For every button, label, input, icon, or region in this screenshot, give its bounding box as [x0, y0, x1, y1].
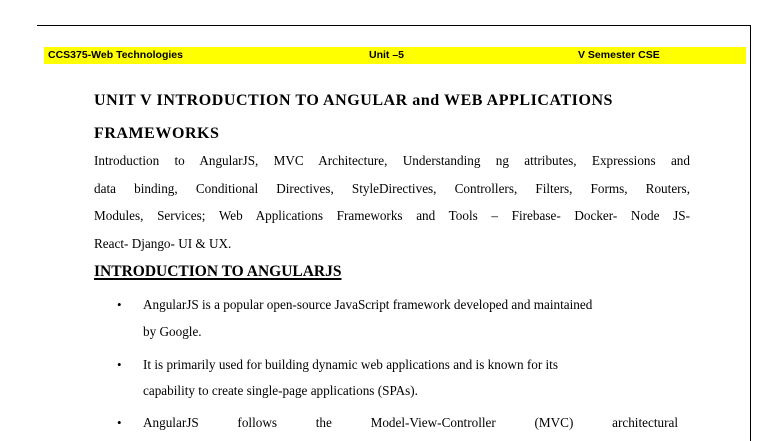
header-semester: V Semester CSE: [578, 49, 660, 61]
bullet-1-line-2: by Google.: [143, 324, 202, 339]
running-header: [44, 47, 746, 64]
bullet-1-line-1: AngularJS is a popular open-source JavaScript framework developed and maintained: [143, 297, 593, 312]
bullet-3-line-1: AngularJS follows the Model-View-Controller (MVC) architectural: [143, 415, 678, 430]
page-border-right: [750, 25, 751, 441]
bullet-2-line-2: capability to create single-page applications (SPAs).: [143, 383, 418, 398]
bullet-2-line-1: It is primarily used for building dynamic web applications and is known for its: [143, 357, 558, 372]
page-border-top: [37, 25, 750, 26]
intro-line-1: Introduction to AngularJS, MVC Architecture, Understanding ng attributes, Expressions and: [94, 153, 690, 168]
bullet-marker: •: [117, 357, 122, 372]
section-heading: INTRODUCTION TO ANGULARJS: [94, 263, 342, 280]
intro-line-3: Modules, Services; Web Applications Frameworks and Tools – Firebase- Docker- Node JS-: [94, 208, 690, 223]
header-course-code: CCS375-Web Technologies: [48, 49, 183, 61]
intro-line-2: data binding, Conditional Directives, StyleDirectives, Controllers, Filters, Forms, Routers,: [94, 181, 690, 196]
unit-title-line-1: UNIT V INTRODUCTION TO ANGULAR and WEB APPLICATIONS: [94, 92, 613, 109]
bullet-marker: •: [117, 297, 122, 312]
intro-line-4: React- Django- UI & UX.: [94, 236, 232, 251]
unit-title-line-2: FRAMEWORKS: [94, 125, 220, 142]
header-unit: Unit –5: [369, 49, 405, 61]
bullet-marker: •: [117, 415, 122, 430]
